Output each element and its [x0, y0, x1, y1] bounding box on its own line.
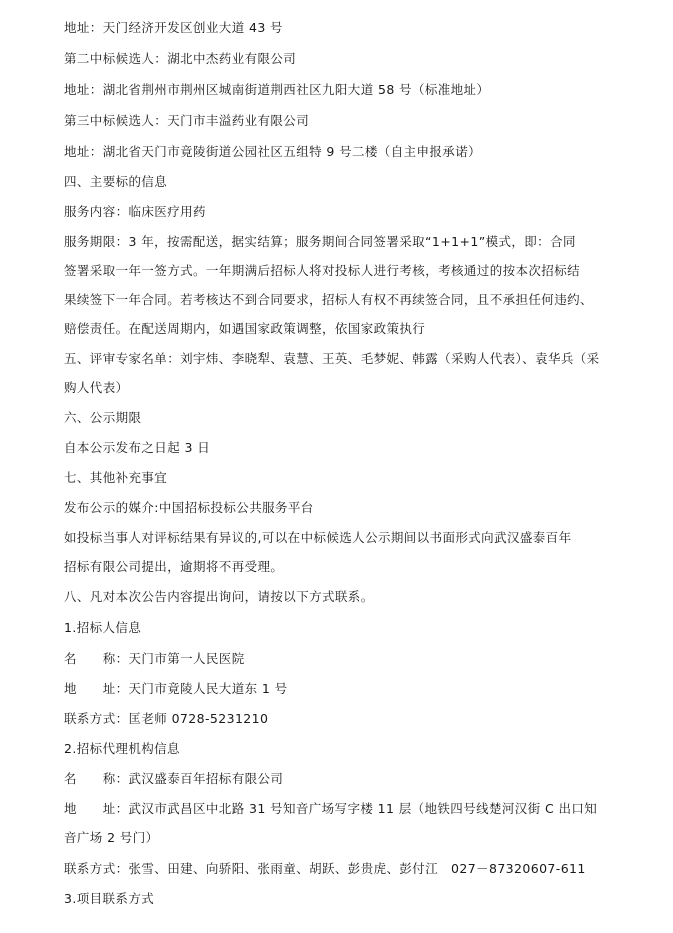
- service-period-line-4: 赔偿责任。在配送周期内，如遇国家政策调整，依国家政策执行: [64, 321, 426, 336]
- service-period-line-3: 果续签下一年合同。若考核达不到合同要求，招标人有权不再续签合同，且不承担任何违约、: [64, 292, 593, 307]
- second-candidate-address: 地址：湖北省荆州市荆州区城南街道荆西社区九阳大道 58 号（标准地址）: [64, 82, 490, 97]
- agency-address-line-1: 地 址：武汉市武昌区中北路 31 号知音广场写字楼 11 层（地铁四号线楚河汉街 C 出口知: [64, 801, 598, 816]
- first-candidate-address: 地址：天门经济开发区创业大道 43 号: [64, 20, 283, 35]
- expert-list-line-1: 五、评审专家名单：刘宇炜、李晓犁、袁慧、王英、毛梦妮、韩露（采购人代表）、袁华兵（采: [64, 351, 600, 366]
- objection-note-line-2: 招标有限公司提出，逾期将不再受理。: [64, 559, 284, 574]
- publication-media: 发布公示的媒介:中国招标投标公共服务平台: [64, 500, 314, 515]
- tenderer-info-heading: 1.招标人信息: [64, 620, 142, 635]
- service-period-line-1: 服务期限：3 年，按需配送，据实结算；服务期间合同签署采取“1+1+1”模式，即：合同: [64, 234, 576, 249]
- section-heading-8: 八、凡对本次公告内容提出询问，请按以下方式联系。: [64, 589, 374, 604]
- publicity-period: 自本公示发布之日起 3 日: [64, 440, 211, 455]
- service-content: 服务内容：临床医疗用药: [64, 204, 206, 219]
- tenderer-address: 地 址：天门市竟陵人民大道东 1 号: [64, 681, 288, 696]
- service-period-line-2: 签署采取一年一签方式。一年期满后招标人将对投标人进行考核，考核通过的按本次招标结: [64, 263, 581, 278]
- agency-name: 名 称：武汉盛泰百年招标有限公司: [64, 771, 284, 786]
- section-heading-6: 六、公示期限: [64, 410, 142, 425]
- third-candidate-address: 地址：湖北省天门市竟陵街道公园社区五组特 9 号二楼（自主申报承诺）: [64, 144, 482, 159]
- section-heading-7: 七、其他补充事宜: [64, 470, 168, 485]
- second-candidate-name: 第二中标候选人：湖北中杰药业有限公司: [64, 51, 297, 66]
- agency-address-line-2: 音广场 2 号门）: [64, 830, 159, 845]
- agency-info-heading: 2.招标代理机构信息: [64, 741, 180, 756]
- tenderer-name: 名 称：天门市第一人民医院: [64, 651, 245, 666]
- section-heading-4: 四、主要标的信息: [64, 174, 168, 189]
- third-candidate-name: 第三中标候选人：天门市丰溢药业有限公司: [64, 113, 310, 128]
- tenderer-contact: 联系方式：匡老师 0728-5231210: [64, 711, 269, 726]
- objection-note-line-1: 如投标当事人对评标结果有异议的,可以在中标候选人公示期间以书面形式向武汉盛泰百年: [64, 530, 572, 545]
- project-contact-heading: 3.项目联系方式: [64, 891, 155, 906]
- agency-contact: 联系方式：张雪、田建、向骄阳、张雨童、胡跃、彭贵虎、彭付江 027－87320607-611: [64, 861, 586, 876]
- expert-list-line-2: 购人代表）: [64, 380, 129, 395]
